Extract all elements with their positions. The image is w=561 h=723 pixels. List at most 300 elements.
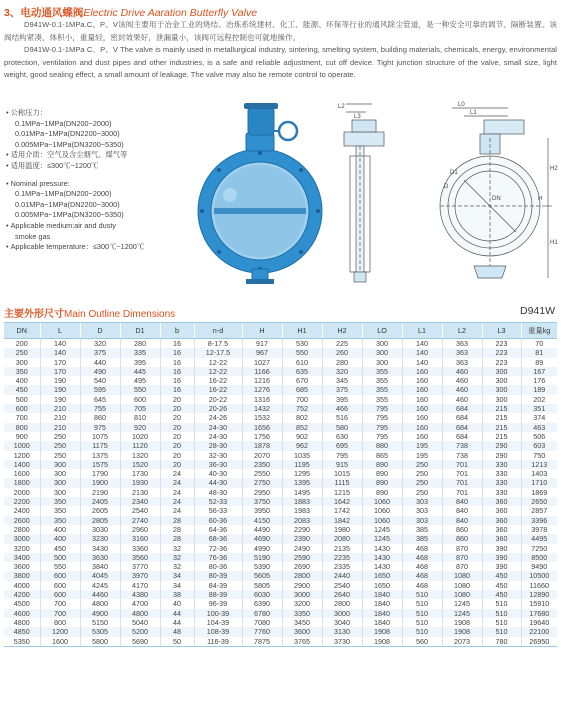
table-cell: 320 bbox=[322, 367, 362, 376]
table-cell: 250 bbox=[402, 488, 442, 497]
table-cell: 167 bbox=[521, 367, 557, 376]
table-cell: 1840 bbox=[362, 599, 402, 608]
column-header: b bbox=[160, 323, 194, 339]
table-row bbox=[4, 432, 557, 441]
spec-pressure-en-3: 0.005MPa~1MPa(DN3200~5350) bbox=[15, 210, 124, 220]
side-view-drawing bbox=[326, 98, 436, 288]
table-cell: 7250 bbox=[521, 544, 557, 553]
table-cell: 1080 bbox=[442, 590, 482, 599]
table-cell: 160 bbox=[402, 404, 442, 413]
dimensions-title-cn: 主要外形尺寸 bbox=[4, 309, 64, 320]
table-cell: 160 bbox=[402, 367, 442, 376]
actuator-gearbox bbox=[244, 103, 297, 151]
table-cell: 3000 bbox=[322, 609, 362, 618]
table-cell: 300 bbox=[482, 376, 521, 385]
table-cell: 967 bbox=[242, 348, 282, 357]
table-cell: 100-39 bbox=[194, 609, 242, 618]
table-cell: 375 bbox=[80, 348, 120, 357]
table-cell: 374 bbox=[521, 413, 557, 422]
table-cell: 500 bbox=[15, 394, 28, 404]
table-cell: 540 bbox=[80, 376, 120, 385]
table-cell: 500 bbox=[40, 553, 80, 562]
table-row bbox=[4, 553, 557, 562]
table-cell: 550 bbox=[120, 385, 160, 394]
table-cell: 16 bbox=[160, 385, 194, 394]
spec-list bbox=[6, 108, 156, 253]
table-cell: 20 bbox=[160, 451, 194, 460]
table-cell: 70 bbox=[521, 339, 557, 349]
table-cell: 28-30 bbox=[194, 441, 242, 450]
table-cell: 190 bbox=[40, 376, 80, 385]
table-cell: 550 bbox=[282, 348, 322, 357]
table-cell: 4700 bbox=[120, 599, 160, 608]
table-cell: 1908 bbox=[362, 637, 402, 647]
table-cell: 108-39 bbox=[194, 627, 242, 636]
table-cell: 1400 bbox=[4, 460, 40, 469]
table-cell: 450 bbox=[4, 385, 40, 394]
table-cell: 16 bbox=[160, 367, 194, 376]
table-cell: 1840 bbox=[362, 609, 402, 618]
table-cell: 24 bbox=[160, 469, 194, 478]
table-row bbox=[4, 581, 557, 590]
table-row bbox=[4, 506, 557, 515]
table-cell: 140 bbox=[402, 358, 442, 367]
table-cell: 4000 bbox=[13, 580, 30, 590]
table-cell: 20-22 bbox=[194, 395, 242, 404]
table-cell: 2800 bbox=[282, 571, 322, 580]
spec-pressure-label-en: • Nominal pressure: bbox=[6, 179, 156, 190]
table-cell: 1930 bbox=[120, 478, 160, 487]
table-row bbox=[4, 451, 557, 460]
table-cell: 355 bbox=[362, 367, 402, 376]
table-cell: 395 bbox=[322, 395, 362, 404]
table-cell: 495 bbox=[120, 376, 160, 385]
table-row bbox=[4, 590, 557, 599]
dim-label-h2: H2 bbox=[550, 166, 558, 172]
table-cell: 630 bbox=[322, 432, 362, 441]
table-cell: 4490 bbox=[242, 525, 282, 534]
dim-label-d1: D1 bbox=[450, 170, 458, 176]
table-row bbox=[4, 497, 557, 506]
table-cell: 738 bbox=[442, 441, 482, 450]
table-cell: 20 bbox=[160, 395, 194, 404]
table-cell: 900 bbox=[15, 431, 28, 441]
table-cell: 345 bbox=[322, 376, 362, 385]
table-cell: 600 bbox=[40, 590, 80, 599]
table-cell: 40-30 bbox=[194, 469, 242, 478]
table-cell: 870 bbox=[442, 562, 482, 571]
table-cell: 3350 bbox=[282, 609, 322, 618]
table-cell: 4690 bbox=[242, 534, 282, 543]
table-cell: 460 bbox=[442, 385, 482, 394]
table-cell: 2200 bbox=[4, 497, 40, 506]
table-cell: 603 bbox=[521, 441, 557, 450]
column-header: L3 bbox=[482, 323, 521, 339]
table-cell: 3600 bbox=[13, 562, 30, 572]
table-cell: 330 bbox=[482, 478, 521, 487]
table-cell: 510 bbox=[482, 618, 521, 627]
table-cell: 1869 bbox=[521, 488, 557, 497]
column-header: D1 bbox=[120, 323, 160, 339]
table-cell: 81 bbox=[521, 348, 557, 357]
table-cell: 1295 bbox=[282, 469, 322, 478]
table-cell: 330 bbox=[482, 488, 521, 497]
table-cell: 870 bbox=[442, 544, 482, 553]
table-cell: 360 bbox=[482, 525, 521, 534]
table-cell: 915 bbox=[322, 460, 362, 469]
table-cell: 400 bbox=[15, 376, 28, 386]
table-cell: 840 bbox=[442, 516, 482, 525]
table-cell: 750 bbox=[521, 451, 557, 460]
table-cell: 223 bbox=[482, 358, 521, 367]
table-cell: 2335 bbox=[322, 562, 362, 571]
table-cell: 510 bbox=[482, 609, 521, 618]
table-cell: 3840 bbox=[80, 562, 120, 571]
front-view-drawing bbox=[434, 98, 558, 288]
table-cell: 840 bbox=[442, 497, 482, 506]
table-cell: 902 bbox=[282, 432, 322, 441]
table-cell: 189 bbox=[521, 385, 557, 394]
table-cell: 684 bbox=[442, 404, 482, 413]
table-cell: 250 bbox=[402, 469, 442, 478]
table-row bbox=[4, 534, 557, 543]
table-cell: 1710 bbox=[521, 478, 557, 487]
table-cell: 2390 bbox=[282, 534, 322, 543]
table-cell: 1800 bbox=[4, 478, 40, 487]
table-cell: 1908 bbox=[362, 627, 402, 636]
column-header: LO bbox=[362, 323, 402, 339]
table-cell: 1430 bbox=[362, 562, 402, 571]
table-cell: 10500 bbox=[521, 571, 557, 580]
table-cell: 600 bbox=[120, 395, 160, 404]
table-cell: 468 bbox=[402, 544, 442, 553]
table-cell: 2400 bbox=[13, 506, 30, 516]
table-cell: 223 bbox=[482, 348, 521, 357]
table-cell: 7875 bbox=[242, 637, 282, 647]
table-cell: 300 bbox=[40, 478, 80, 487]
table-cell: 1878 bbox=[242, 441, 282, 450]
table-cell: 3970 bbox=[120, 571, 160, 580]
table-cell: 34 bbox=[160, 571, 194, 580]
column-header: DN bbox=[4, 323, 40, 339]
table-cell: 350 bbox=[40, 497, 80, 506]
table-cell: 1883 bbox=[282, 497, 322, 506]
table-cell: 7080 bbox=[242, 618, 282, 627]
table-cell: 450 bbox=[482, 571, 521, 580]
table-cell: 190 bbox=[40, 385, 80, 394]
table-header bbox=[4, 323, 557, 339]
table-cell: 363 bbox=[442, 358, 482, 367]
table-cell: 223 bbox=[482, 339, 521, 349]
table-cell: 4495 bbox=[521, 534, 557, 543]
table-cell: 3600 bbox=[282, 627, 322, 636]
table-row bbox=[4, 358, 557, 367]
table-cell: 2190 bbox=[80, 488, 120, 497]
dim-label-h1: H1 bbox=[550, 240, 558, 246]
table-cell: 1060 bbox=[362, 506, 402, 515]
table-cell: 225 bbox=[322, 339, 362, 349]
table-cell: 510 bbox=[402, 618, 442, 627]
spec-pressure-label-cn: • 公称压力： bbox=[6, 108, 156, 119]
table-cell: 250 bbox=[40, 451, 80, 460]
table-cell: 96-39 bbox=[194, 599, 242, 608]
table-cell: 2000 bbox=[13, 487, 30, 497]
table-cell: 2130 bbox=[120, 488, 160, 497]
table-cell: 22100 bbox=[521, 627, 557, 636]
table-cell: 16 bbox=[160, 358, 194, 367]
table-cell: 2805 bbox=[80, 516, 120, 525]
table-cell: 351 bbox=[521, 404, 557, 413]
table-cell: 140 bbox=[40, 348, 80, 357]
table-cell: 1532 bbox=[242, 413, 282, 422]
table-cell: 3160 bbox=[120, 534, 160, 543]
table-cell: 300 bbox=[362, 339, 402, 349]
table-cell: 1430 bbox=[362, 544, 402, 553]
table-cell: 84-39 bbox=[194, 581, 242, 590]
table-cell: 890 bbox=[362, 488, 402, 497]
table-cell: 160 bbox=[402, 376, 442, 385]
table-cell: 610 bbox=[282, 358, 322, 367]
table-cell: 1320 bbox=[120, 451, 160, 460]
table-cell: 3560 bbox=[120, 553, 160, 562]
spec-temp-cn: • 适用温度：≤300℃~1200℃ bbox=[6, 161, 156, 172]
table-cell: 48 bbox=[160, 627, 194, 636]
table-cell: 795 bbox=[322, 451, 362, 460]
table-cell: 2800 bbox=[322, 599, 362, 608]
table-cell: 701 bbox=[442, 478, 482, 487]
table-cell: 580 bbox=[322, 423, 362, 432]
table-cell: 1075 bbox=[80, 432, 120, 441]
table-cell: 705 bbox=[120, 404, 160, 413]
table-cell: 44 bbox=[160, 609, 194, 618]
table-cell: 2605 bbox=[80, 506, 120, 515]
table-cell: 16 bbox=[160, 376, 194, 385]
table-cell: 1166 bbox=[242, 367, 282, 376]
table-cell: 800 bbox=[40, 618, 80, 627]
table-cell: 2490 bbox=[282, 544, 322, 553]
table-cell: 140 bbox=[402, 339, 442, 349]
table-row bbox=[4, 460, 557, 469]
table-cell: 595 bbox=[80, 385, 120, 394]
table-cell: 810 bbox=[120, 413, 160, 422]
table-cell: 20 bbox=[160, 441, 194, 450]
table-cell: 1756 bbox=[242, 432, 282, 441]
table-cell: 700 bbox=[282, 395, 322, 404]
table-cell: 215 bbox=[482, 404, 521, 413]
table-cell: 24-30 bbox=[194, 423, 242, 432]
table-row bbox=[4, 562, 557, 571]
table-cell: 28 bbox=[160, 525, 194, 534]
table-cell: 3396 bbox=[521, 516, 557, 525]
table-cell: 16-22 bbox=[194, 376, 242, 385]
table-cell: 32 bbox=[160, 562, 194, 571]
table-cell: 685 bbox=[282, 385, 322, 394]
table-cell: 4990 bbox=[242, 544, 282, 553]
table-cell: 390 bbox=[482, 544, 521, 553]
description-cn: D941W-0.1-1MPa.C、P、V该阀主要用于冶金工业的烧结、冶炼系统建材、化工、能源、环保等行业的通风除尘管道，是一种安全可靠的调节、隔断装置。该阀结构紧凑，体积小，重量轻，密封效果好，泄漏量小，该阀可远程控制也可就地操作。 bbox=[4, 20, 557, 42]
table-cell: 1983 bbox=[282, 506, 322, 515]
table-cell: 1060 bbox=[362, 497, 402, 506]
table-cell: 2857 bbox=[521, 506, 557, 515]
table-cell: 1642 bbox=[322, 497, 362, 506]
table-cell: 3800 bbox=[4, 571, 40, 580]
table-cell: 280 bbox=[120, 339, 160, 349]
table-row bbox=[4, 441, 557, 450]
title-en: Electric Drive Aaration Butterfly Valve bbox=[83, 7, 258, 19]
column-header: L1 bbox=[402, 323, 442, 339]
table-cell: 2590 bbox=[282, 553, 322, 562]
table-cell: 3750 bbox=[242, 497, 282, 506]
table-cell: 2690 bbox=[282, 562, 322, 571]
table-cell: 395 bbox=[120, 358, 160, 367]
table-cell: 3770 bbox=[120, 562, 160, 571]
table-cell: 1600 bbox=[40, 637, 80, 647]
table-cell: 468 bbox=[402, 571, 442, 580]
table-row bbox=[4, 367, 557, 376]
table-cell: 195 bbox=[402, 441, 442, 450]
table-cell: 360 bbox=[482, 534, 521, 543]
table-cell: 355 bbox=[362, 385, 402, 394]
table-cell: 160 bbox=[402, 413, 442, 422]
table-cell: 5150 bbox=[80, 618, 120, 627]
table-cell: 890 bbox=[362, 469, 402, 478]
table-cell: 15910 bbox=[521, 599, 557, 608]
table-cell: 1020 bbox=[120, 432, 160, 441]
table-cell: 350 bbox=[40, 516, 80, 525]
table-cell: 12-17.5 bbox=[194, 348, 242, 357]
table-cell: 4850 bbox=[4, 627, 40, 636]
table-cell: 16-22 bbox=[194, 385, 242, 394]
table-cell: 920 bbox=[120, 423, 160, 432]
table-cell: 3000 bbox=[282, 590, 322, 599]
table-row bbox=[4, 385, 557, 394]
table-cell: 350 bbox=[40, 506, 80, 515]
table-cell: 390 bbox=[482, 562, 521, 571]
table-cell: 215 bbox=[482, 413, 521, 422]
table-cell: 400 bbox=[40, 525, 80, 534]
table-cell: 19640 bbox=[521, 618, 557, 627]
table-cell: 200 bbox=[15, 339, 28, 348]
table-cell: 80-36 bbox=[194, 562, 242, 571]
table-cell: 3400 bbox=[4, 553, 40, 562]
description-en: D941W-0.1-1MPa C、P、V The valve is mainly used in metallurgical industry, sintering, smelting system, building materials, chemicals, energy, environmental protection, ventilation and dust pipes and other industries, is a safe and reliable adjustment, cut off device. Tight junction structure of the valve, small size, light weight, good sealing effect, a small amount of leakage. The valve may also be remote control to operate. bbox=[4, 45, 557, 80]
dimensions-title bbox=[4, 305, 175, 320]
table-cell: 468 bbox=[402, 553, 442, 562]
table-row bbox=[4, 637, 557, 647]
dimensions-section-header bbox=[4, 305, 557, 319]
dim-label-l1: L1 bbox=[470, 110, 477, 116]
table-row bbox=[4, 413, 557, 422]
table-cell: 3030 bbox=[80, 525, 120, 534]
table-cell: 975 bbox=[80, 423, 120, 432]
table-cell: 840 bbox=[442, 506, 482, 515]
table-cell: 8-17.5 bbox=[194, 339, 242, 349]
dim-label-l0: L0 bbox=[458, 102, 465, 108]
table-cell: 12890 bbox=[521, 590, 557, 599]
column-header: L2 bbox=[442, 323, 482, 339]
table-cell: 4600 bbox=[4, 609, 40, 618]
table-cell: 160 bbox=[402, 385, 442, 394]
table-cell: 684 bbox=[442, 432, 482, 441]
table-cell: 80-39 bbox=[194, 571, 242, 580]
table-cell: 1216 bbox=[242, 376, 282, 385]
table-cell: 1060 bbox=[362, 516, 402, 525]
table-cell: 2960 bbox=[120, 525, 160, 534]
table-cell: 3950 bbox=[242, 506, 282, 515]
table-cell: 516 bbox=[322, 413, 362, 422]
table-cell: 2800 bbox=[13, 524, 30, 534]
table-cell: 9490 bbox=[521, 562, 557, 571]
product-title bbox=[4, 5, 257, 20]
table-cell: 290 bbox=[482, 451, 521, 460]
table-cell: 360 bbox=[482, 506, 521, 515]
valve-disc bbox=[214, 165, 306, 257]
table-cell: 1730 bbox=[120, 469, 160, 478]
table-cell: 600 bbox=[4, 404, 40, 413]
table-cell: 600 bbox=[40, 571, 80, 580]
table-cell: 700 bbox=[40, 599, 80, 608]
table-cell: 3200 bbox=[282, 599, 322, 608]
dim-label-dn: DN bbox=[492, 196, 501, 202]
table-cell: 48-30 bbox=[194, 488, 242, 497]
table-cell: 560 bbox=[402, 637, 442, 647]
table-cell: 510 bbox=[482, 599, 521, 608]
table-row bbox=[4, 395, 557, 404]
table-cell: 5805 bbox=[242, 581, 282, 590]
table-cell: 335 bbox=[120, 348, 160, 357]
table-cell: 36-30 bbox=[194, 460, 242, 469]
table-cell: 5350 bbox=[4, 637, 40, 647]
table-cell: 463 bbox=[521, 423, 557, 432]
table-cell: 290 bbox=[482, 441, 521, 450]
table-cell: 3200 bbox=[13, 543, 30, 553]
table-row bbox=[4, 627, 557, 636]
table-cell: 695 bbox=[322, 441, 362, 450]
table-cell: 2290 bbox=[282, 525, 322, 534]
table-cell: 701 bbox=[442, 469, 482, 478]
model-number: D941W bbox=[519, 305, 555, 317]
table-cell: 210 bbox=[40, 423, 80, 432]
table-cell: 795 bbox=[362, 413, 402, 422]
table-cell: 802 bbox=[282, 413, 322, 422]
table-cell: 250 bbox=[4, 348, 40, 357]
table-cell: 280 bbox=[322, 358, 362, 367]
table-cell: 490 bbox=[80, 367, 120, 376]
table-cell: 40 bbox=[160, 599, 194, 608]
table-cell: 12-22 bbox=[194, 367, 242, 376]
table-cell: 20 bbox=[160, 423, 194, 432]
table-cell: 3450 bbox=[282, 618, 322, 627]
dim-label-d: D bbox=[444, 184, 449, 190]
table-cell: 44 bbox=[160, 618, 194, 627]
table-cell: 5605 bbox=[242, 571, 282, 580]
table-cell: 860 bbox=[442, 525, 482, 534]
table-cell: 215 bbox=[482, 432, 521, 441]
table-row bbox=[4, 376, 557, 385]
table-cell: 24 bbox=[160, 478, 194, 487]
table-cell: 510 bbox=[402, 627, 442, 636]
table-cell: 363 bbox=[442, 348, 482, 357]
table-cell: 1650 bbox=[362, 581, 402, 590]
table-row bbox=[4, 404, 557, 413]
table-cell: 1742 bbox=[322, 506, 362, 515]
table-cell: 1908 bbox=[442, 627, 482, 636]
table-cell: 1195 bbox=[282, 460, 322, 469]
table-cell: 2135 bbox=[322, 544, 362, 553]
table-cell: 4245 bbox=[80, 581, 120, 590]
table-cell: 684 bbox=[442, 413, 482, 422]
table-cell: 250 bbox=[402, 460, 442, 469]
